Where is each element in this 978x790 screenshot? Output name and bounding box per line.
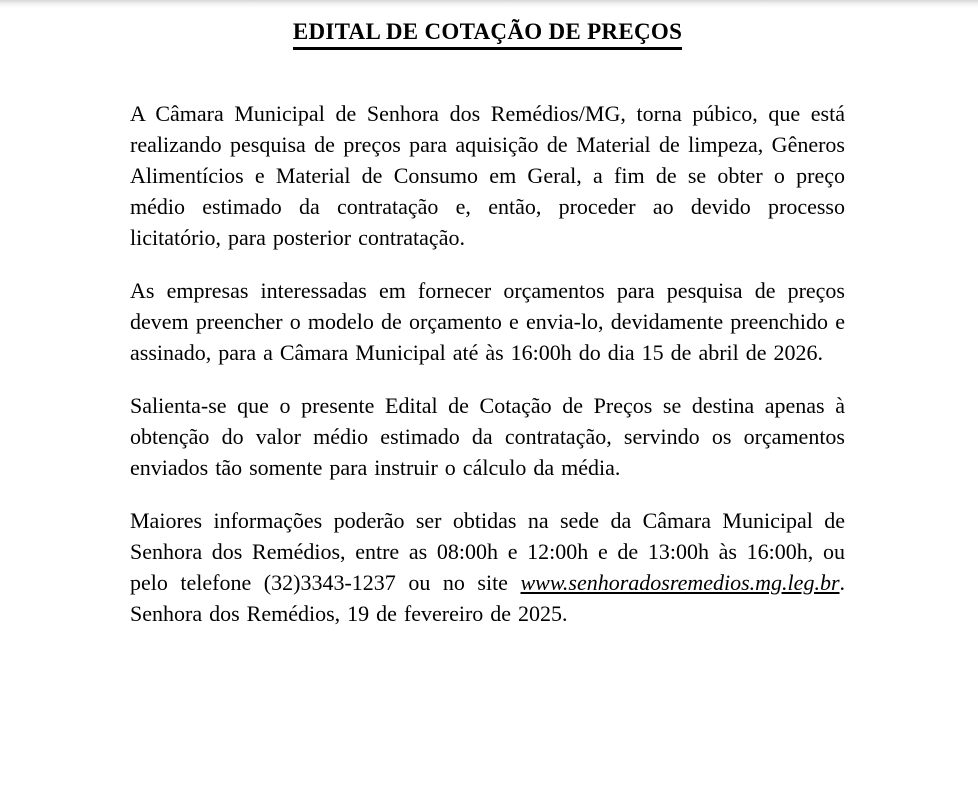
document-title bbox=[130, 20, 845, 50]
paragraph-intro: A Câmara Municipal de Senhora dos Remédios/MG, torna púbico, que está realizando pesquisa de preços para aquisição de Material de limpeza, Gêneros Alimentícios e Material de Consumo em Geral, a fim de se obter o preço médio estimado da contratação e, então, proceder ao devido processo licitatório, para posterior contratação. bbox=[130, 101, 845, 250]
paragraph-purpose: Salienta-se que o presente Edital de Cotação de Preços se destina apenas à obtenção do valor médio estimado da contratação, servindo os orçamentos enviados tão somente para instruir o cálculo da média. bbox=[130, 393, 845, 480]
paragraph-contact bbox=[130, 505, 845, 629]
document-title-text: EDITAL DE COTAÇÃO DE PREÇOS bbox=[293, 20, 682, 50]
paragraph-contact-text: Maiores informações poderão ser obtidas na sede da Câmara Municipal de Senhora dos Remédios, entre as 08:00h e 12:00h e de 13:00h às 16:00h, ou pelo telefone (32)3343-1237 ou no site bbox=[130, 508, 845, 595]
paragraph-instructions: As empresas interessadas em fornecer orçamentos para pesquisa de preços devem preencher o modelo de orçamento e envia-lo, devidamente preenchido e assinado, para a Câmara Municipal até às 16:00h do dia 15 de abril de 2026. bbox=[130, 278, 845, 365]
paragraph-contact-closing: . Senhora dos Remédios, 19 de fevereiro de 2025. bbox=[130, 570, 845, 626]
document-body bbox=[130, 0, 845, 629]
website-link[interactable]: www.senhoradosremedios.mg.leg.br bbox=[520, 570, 840, 595]
